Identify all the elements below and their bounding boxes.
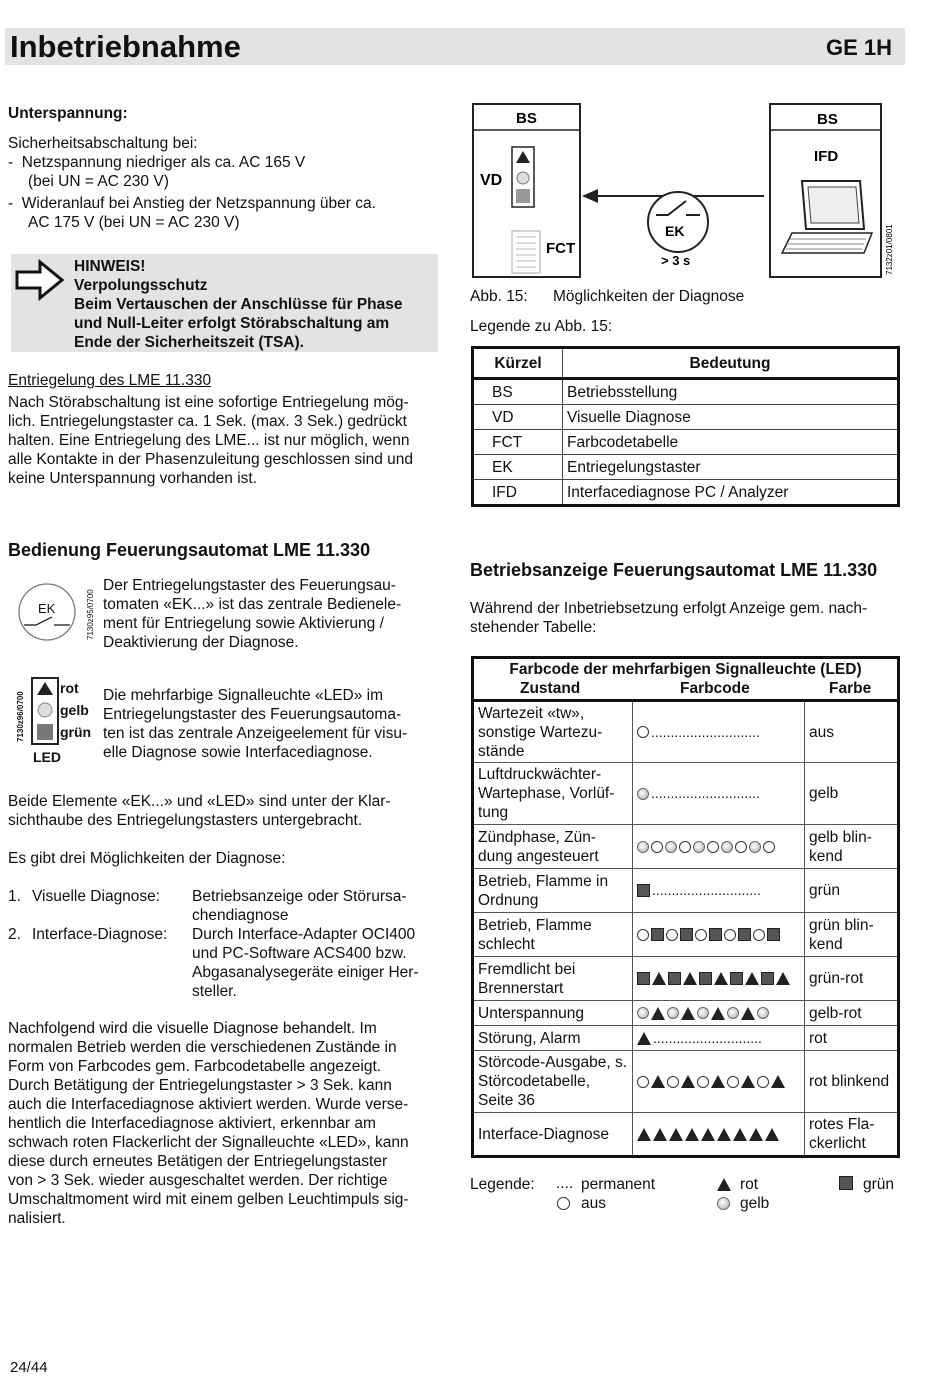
- list-term: Visuelle Diagnose:: [32, 888, 161, 905]
- note-line-2: Verpolungsschutz: [74, 277, 208, 294]
- circle-yellow-icon: [757, 1007, 769, 1019]
- farbcode-zustand: Betrieb, Flamme in Ordnung: [473, 869, 633, 913]
- farbcode-table-title: Farbcode der mehrfarbigen Signalleuchte (LED): [509, 661, 862, 678]
- farbcode-code: [633, 1113, 805, 1157]
- farbcode-row: [473, 1026, 899, 1051]
- legend-bedeutung: Visuelle Diagnose: [563, 405, 899, 430]
- list-desc: und PC-Software ACS400 bzw.: [192, 945, 407, 962]
- triangle-red-icon: [741, 1007, 755, 1020]
- farbcode-farbe: rot blinkend: [805, 1051, 899, 1113]
- entriegelung-line: alle Kontakte in der Phasenzuleitung geschlossen sind und: [8, 451, 413, 468]
- circle-off-icon: [637, 726, 649, 738]
- legend-label: Legende:: [470, 1176, 535, 1193]
- led-line: Entriegelungstaster des Feuerungsautoma-: [103, 706, 402, 723]
- note-line-5: Ende der Sicherheitszeit (TSA).: [74, 334, 304, 351]
- circle-yellow-icon: [665, 841, 677, 853]
- triangle-red-icon: [683, 972, 697, 985]
- triangle-red-icon: [651, 1007, 665, 1020]
- circle-off-icon: [666, 929, 678, 941]
- fig-time: > 3 s: [661, 253, 691, 268]
- triangle-red-icon: [749, 1128, 763, 1141]
- betriebsanzeige-paragraph: [470, 599, 867, 637]
- beide-paragraph: [8, 792, 391, 830]
- circle-off-icon: [695, 929, 707, 941]
- farbcode-row: [473, 763, 899, 825]
- farbcode-row: [473, 825, 899, 869]
- farbcode-zustand: Betrieb, Flamme schlecht: [473, 913, 633, 957]
- document-code: GE 1H: [825, 35, 892, 60]
- circle-off-icon: [753, 929, 765, 941]
- permanent-dots: ....: [715, 1029, 731, 1046]
- circle-yellow-icon: [667, 1007, 679, 1019]
- farbcode-farbe: gelb blin-kend: [805, 825, 899, 869]
- circle-yellow-icon: [637, 788, 649, 800]
- farbcode-farbe: rotes Fla-ckerlicht: [805, 1113, 899, 1157]
- ek-button-icon: [12, 580, 84, 642]
- permanent-dots: ....: [745, 882, 761, 898]
- led-line: ten ist das zentrale Anzeigeelement für visu-: [103, 725, 408, 742]
- farbcode-table-header: [473, 658, 899, 701]
- permanent-dots: ....: [651, 785, 667, 801]
- arrow-right-icon: [14, 258, 66, 302]
- nachfolgend-line: Form von Farbcodes gem. Farbcodetabelle angezeigt.: [8, 1058, 382, 1075]
- triangle-red-icon: [685, 1128, 699, 1141]
- farbcode-farbe: gelb-rot: [805, 1001, 899, 1026]
- legend-col-bedeutung: Bedeutung: [563, 348, 899, 379]
- triangle-red-icon: [741, 1075, 755, 1088]
- nachfolgend-line: von > 3 Sek. wieder ausgeschaltet werden. Der richtige: [8, 1172, 388, 1189]
- farbcode-zustand: Störcode-Ausgabe, s. Störcodetabelle, Seite 36: [473, 1051, 633, 1113]
- farbcode-code: [633, 957, 805, 1001]
- permanent-dots: ....: [667, 882, 684, 898]
- circle-yellow-icon: [697, 1007, 709, 1019]
- triangle-red-icon: [765, 1128, 779, 1141]
- square-green-icon: [680, 928, 693, 941]
- circle-off-icon: [724, 929, 736, 941]
- farbcode-farbe: grün-rot: [805, 957, 899, 1001]
- fig-code: 7132z01/0801: [885, 224, 894, 275]
- ek-label: EK: [38, 601, 56, 616]
- farbcode-zustand: Fremdlicht bei Brennerstart: [473, 957, 633, 1001]
- list-desc: chendiagnose: [192, 907, 289, 924]
- ek-line: Der Entriegelungstaster des Feuerungsau-: [103, 577, 396, 594]
- permanent-dots: ....: [714, 882, 730, 898]
- square-green-icon: [761, 972, 774, 985]
- triangle-red-icon: [669, 1128, 683, 1141]
- nachfolgend-line: nalisiert.: [8, 1210, 66, 1227]
- note-text: [74, 257, 403, 352]
- led-indicator-icon: [30, 676, 60, 746]
- farbcode-code: [633, 701, 805, 763]
- circle-off-icon: [651, 841, 663, 853]
- page-title: Inbetriebnahme: [10, 29, 241, 64]
- triangle-red-icon: [717, 1128, 731, 1141]
- led-label-gruen: grün: [60, 724, 92, 740]
- note-line-3: Beim Vertauschen der Anschlüsse für Phase: [74, 296, 403, 313]
- betriebsanzeige-heading: Betriebsanzeige Feuerungsautomat LME 11.330: [470, 560, 878, 580]
- ek-line: ment für Entriegelung sowie Aktivierung /: [103, 615, 384, 632]
- led-description: [103, 686, 407, 762]
- entriegelung-line: Nach Störabschaltung ist eine sofortige Entriegelung mög-: [8, 394, 409, 411]
- led-labels: [60, 677, 91, 743]
- farbcode-farbe: grün blin-kend: [805, 913, 899, 957]
- permanent-dots: ....: [698, 882, 715, 898]
- led-label-rot: rot: [60, 680, 79, 696]
- permanent-dots: ....: [746, 1029, 762, 1046]
- farbcode-code: [633, 1026, 805, 1051]
- circle-off-icon: [557, 1197, 570, 1210]
- circle-yellow-icon: [721, 841, 733, 853]
- triangle-red-icon: [651, 1075, 665, 1088]
- entriegelung-paragraph: [8, 393, 413, 488]
- triangle-red-icon: [653, 1128, 667, 1141]
- betriebsanzeige-line: Während der Inbetriebsetzung erfolgt Anzeige gem. nach-: [470, 600, 868, 617]
- bullet-2: - Wideranlauf bei Anstieg der Netzspannung über ca. AC 175 V (bei UN = AC 230 V): [8, 195, 376, 231]
- permanent-dots: ....: [744, 785, 760, 801]
- sicherheit-intro: Sicherheitsabschaltung bei:: [8, 135, 198, 152]
- square-green-icon: [839, 1176, 853, 1190]
- farbcode-farbe: grün: [805, 869, 899, 913]
- led-image-code: [16, 684, 26, 742]
- permanent-dots: ....: [651, 723, 667, 740]
- circle-off-icon: [667, 1076, 679, 1088]
- ek-image-code-text: 7130z95/0700: [86, 589, 95, 640]
- farbcode-row: [473, 957, 899, 1001]
- triangle-red-icon: [771, 1075, 785, 1088]
- permanent-dots: ....: [652, 882, 668, 898]
- led-image-code-text: 7130z96/0700: [16, 691, 25, 742]
- farbcode-row: [473, 701, 899, 763]
- permanent-dots: ....: [653, 1029, 669, 1046]
- permanent-dots: ....: [728, 785, 745, 801]
- triangle-red-icon: [776, 972, 790, 985]
- list-number: 2.: [8, 926, 21, 943]
- permanent-dots: ....: [728, 723, 745, 740]
- permanent-dots: ....: [713, 723, 729, 740]
- farbcode-row: [473, 1113, 899, 1157]
- circle-off-icon: [679, 841, 691, 853]
- nachfolgend-line: Umschaltmoment wird mit einem gelben Leuchtimpuls sig-: [8, 1191, 409, 1208]
- legend-table-row: [473, 430, 899, 455]
- fig-vd: VD: [480, 172, 503, 189]
- legend-table-row: [473, 379, 899, 405]
- entriegelung-line: lich. Entriegelungstaster ca. 1 Sek. (max. 3 Sek.) gedrückt: [8, 413, 407, 430]
- permanent-dots: ....: [713, 785, 729, 801]
- square-green-icon: [738, 928, 751, 941]
- permanent-dots: ....: [682, 723, 698, 740]
- farbcode-zustand: Störung, Alarm: [473, 1026, 633, 1051]
- list-desc: Betriebsanzeige oder Störursa-: [192, 888, 407, 905]
- legend-table-row: [473, 455, 899, 480]
- square-green-icon: [730, 972, 743, 985]
- nachfolgend-line: normalen Betrieb werden die verschiedenen Zustände in: [8, 1039, 397, 1056]
- legend-table-row: [473, 480, 899, 506]
- fig-ek: EK: [665, 223, 685, 239]
- ek-line: tomaten «EK...» ist das zentrale Bedienele-: [103, 596, 402, 613]
- legend-gruen: grün: [863, 1176, 895, 1193]
- circle-off-icon: [707, 841, 719, 853]
- figure-caption-text: Möglichkeiten der Diagnose: [553, 288, 745, 305]
- circle-yellow-icon: [717, 1197, 730, 1210]
- bullet-2-line-1: Wideranlauf bei Anstieg der Netzspannung über ca.: [21, 195, 376, 212]
- list-number: 1.: [8, 888, 21, 905]
- farbcode-code: [633, 869, 805, 913]
- farbcode-code: [633, 913, 805, 957]
- permanent-dots: ....: [666, 723, 683, 740]
- circle-off-icon: [637, 1076, 649, 1088]
- triangle-red-icon: [711, 1075, 725, 1088]
- legend-table-row: [473, 405, 899, 430]
- farbcode-col-zustand: Zustand: [520, 680, 581, 697]
- triangle-red-icon: [745, 972, 759, 985]
- triangle-red-icon: [652, 972, 666, 985]
- triangle-red-icon: [714, 972, 728, 985]
- permanent-dots: ....: [666, 785, 683, 801]
- nachfolgend-line: Nachfolgend wird die visuelle Diagnose behandelt. Im: [8, 1020, 377, 1037]
- nachfolgend-line: diese durch erneutes Betätigen der Entriegelungstaster: [8, 1153, 388, 1170]
- entriegelung-heading: Entriegelung des LME 11.330: [8, 372, 212, 389]
- permanent-dots: ....: [744, 723, 760, 740]
- square-green-icon: [699, 972, 712, 985]
- legend-rot: rot: [740, 1176, 759, 1193]
- permanent-dots: ....: [699, 1029, 716, 1046]
- led-label: LED: [33, 749, 61, 765]
- bullet-1: - Netzspannung niedriger als ca. AC 165 V (bei UN = AC 230 V): [8, 154, 306, 190]
- square-green-icon: [668, 972, 681, 985]
- note-line-4: und Null-Leiter erfolgt Störabschaltung am: [74, 315, 390, 332]
- nachfolgend-line: hentlich die Interfacediagnose aktiviert, erkennbar am: [8, 1115, 376, 1132]
- circle-yellow-icon: [693, 841, 705, 853]
- farbcode-code: [633, 1001, 805, 1026]
- farbcode-code: [633, 825, 805, 869]
- nachfolgend-line: Durch Betätigung der Entriegelungstaster > 3 Sek. kann: [8, 1077, 392, 1094]
- bullet-1-line-1: Netzspannung niedriger als ca. AC 165 V: [21, 154, 306, 171]
- list-term: Interface-Diagnose:: [32, 926, 168, 943]
- legend-bedeutung: Entriegelungstaster: [563, 455, 899, 480]
- legend-gelb: gelb: [740, 1195, 770, 1212]
- triangle-red-icon: [711, 1007, 725, 1020]
- square-green-icon: [651, 928, 664, 941]
- diagnose-figure: [472, 103, 897, 280]
- entriegelung-line: keine Unterspannung vorhanden ist.: [8, 470, 258, 487]
- fig-fct: FCT: [546, 240, 576, 257]
- led-label-gelb: gelb: [60, 702, 89, 718]
- permanent-dots: ....: [682, 785, 698, 801]
- farbcode-row: [473, 869, 899, 913]
- farbcode-zustand: Zündphase, Zün-dung angesteuert: [473, 825, 633, 869]
- circle-yellow-icon: [749, 841, 761, 853]
- triangle-red-icon: [637, 1032, 651, 1045]
- farbcode-code: [633, 1051, 805, 1113]
- triangle-red-icon: [637, 1128, 651, 1141]
- square-green-icon: [637, 884, 650, 897]
- legend-kuerzel: EK: [473, 455, 563, 480]
- legend-bedeutung: Interfacediagnose PC / Analyzer: [563, 480, 899, 506]
- legend-kuerzel: IFD: [473, 480, 563, 506]
- permanent-dots: ....: [729, 882, 746, 898]
- farbcode-zustand: Wartezeit «tw», sonstige Wartezu-stände: [473, 701, 633, 763]
- triangle-red-icon: [701, 1128, 715, 1141]
- led-line: elle Diagnose sowie Interfacediagnose.: [103, 744, 373, 761]
- note-line-1: HINWEIS!: [74, 258, 146, 275]
- permanent-dots: ....: [684, 1029, 700, 1046]
- betriebsanzeige-line: stehender Tabelle:: [470, 619, 597, 636]
- farbcode-farbe: aus: [805, 701, 899, 763]
- permanent-dots: ....: [683, 882, 699, 898]
- drei-moeglichkeiten: Es gibt drei Möglichkeiten der Diagnose:: [8, 850, 286, 867]
- legend-kuerzel: FCT: [473, 430, 563, 455]
- legend-kuerzel: VD: [473, 405, 563, 430]
- legend-dots: ....: [556, 1175, 574, 1192]
- ek-description: [103, 576, 401, 652]
- legend-table: [471, 346, 900, 507]
- farbcode-table: [471, 656, 900, 1158]
- beide-line: sichthaube des Entriegelungstasters untergebracht.: [8, 812, 363, 829]
- ek-image-code: [86, 588, 98, 640]
- circle-off-icon: [697, 1076, 709, 1088]
- fig-bs-right: BS: [817, 111, 838, 128]
- circle-off-icon: [637, 929, 649, 941]
- triangle-red-icon: [681, 1075, 695, 1088]
- circle-off-icon: [757, 1076, 769, 1088]
- legend-aus: aus: [581, 1195, 606, 1212]
- triangle-red-icon: [717, 1178, 731, 1191]
- list-desc: steller.: [192, 983, 237, 1000]
- legend-kuerzel: BS: [473, 379, 563, 405]
- legend-bedeutung: Betriebsstellung: [563, 379, 899, 405]
- farbcode-code: [633, 763, 805, 825]
- square-green-icon: [767, 928, 780, 941]
- led-line: Die mehrfarbige Signalleuchte «LED» im: [103, 687, 384, 704]
- unterspannung-heading: Unterspannung:: [8, 105, 128, 122]
- square-green-icon: [709, 928, 722, 941]
- legend-col-kuerzel: Kürzel: [473, 348, 563, 379]
- farbcode-farbe: gelb: [805, 763, 899, 825]
- fig-bs-left: BS: [516, 110, 537, 127]
- list-desc: Durch Interface-Adapter OCI400: [192, 926, 416, 943]
- nachfolgend-line: auch die Interfacediagnose aktiviert werden. Wurde verse-: [8, 1096, 409, 1113]
- permanent-dots: ....: [668, 1029, 685, 1046]
- list-desc: Abgasanalysegeräte einiger Her-: [192, 964, 419, 981]
- entriegelung-line: halten. Eine Entriegelung des LME... ist nur möglich, wenn: [8, 432, 410, 449]
- permanent-dots: ....: [730, 1029, 747, 1046]
- bullet-2-line-2: AC 175 V (bei UN = AC 230 V): [28, 214, 240, 231]
- circle-off-icon: [735, 841, 747, 853]
- farbcode-legend: [470, 1175, 900, 1217]
- beide-line: Beide Elemente «EK...» und «LED» sind unter der Klar-: [8, 793, 391, 810]
- circle-off-icon: [763, 841, 775, 853]
- circle-off-icon: [727, 1076, 739, 1088]
- triangle-red-icon: [681, 1007, 695, 1020]
- figure-caption-number: Abb. 15:: [470, 288, 528, 305]
- farbcode-zustand: Unterspannung: [473, 1001, 633, 1026]
- legend-title: Legende zu Abb. 15:: [470, 318, 613, 335]
- farbcode-col-farbcode: Farbcode: [680, 680, 750, 697]
- triangle-red-icon: [733, 1128, 747, 1141]
- legend-permanent: permanent: [581, 1176, 656, 1193]
- farbcode-row: [473, 1001, 899, 1026]
- permanent-dots: ....: [697, 723, 714, 740]
- nachfolgend-paragraph: [8, 1019, 409, 1228]
- farbcode-zustand: Interface-Diagnose: [473, 1113, 633, 1157]
- bullet-1-line-2: (bei UN = AC 230 V): [28, 173, 169, 190]
- circle-yellow-icon: [637, 1007, 649, 1019]
- farbcode-farbe: rot: [805, 1026, 899, 1051]
- permanent-dots: ....: [697, 785, 714, 801]
- circle-yellow-icon: [637, 841, 649, 853]
- farbcode-zustand: Luftdruckwächter-Wartephase, Vorlüf-tung: [473, 763, 633, 825]
- ek-line: Deaktivierung der Diagnose.: [103, 634, 299, 651]
- farbcode-col-farbe: Farbe: [829, 680, 872, 697]
- legend-bedeutung: Farbcodetabelle: [563, 430, 899, 455]
- page-number: 24/44: [10, 1359, 48, 1376]
- figure-caption: [470, 287, 745, 306]
- farbcode-row: [473, 1051, 899, 1113]
- circle-yellow-icon: [727, 1007, 739, 1019]
- nachfolgend-line: schwach roten Flackerlicht der Signalleuchte «LED», kann: [8, 1134, 409, 1151]
- legend-table-header: [473, 348, 899, 379]
- bedienung-heading: Bedienung Feuerungsautomat LME 11.330: [8, 540, 371, 560]
- square-green-icon: [637, 972, 650, 985]
- fig-ifd: IFD: [814, 148, 839, 165]
- farbcode-row: [473, 913, 899, 957]
